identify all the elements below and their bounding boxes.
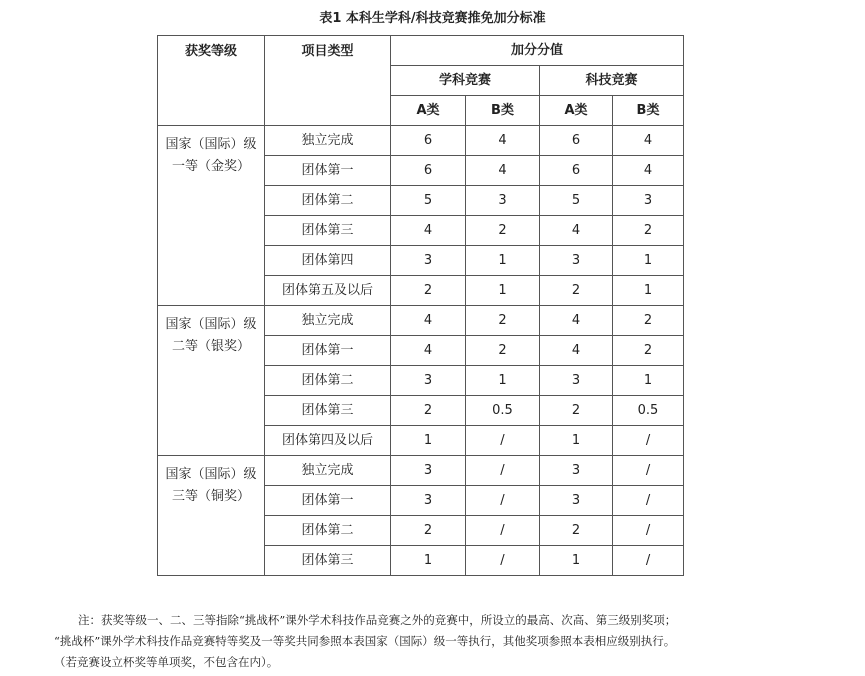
tech-b-cell: 0.5: [613, 396, 684, 426]
academic-a-cell: 4: [391, 216, 466, 246]
project-type-cell: 团体第五及以后: [265, 276, 391, 306]
academic-b-cell: 1: [466, 276, 540, 306]
project-type-cell: 独立完成: [265, 306, 391, 336]
tech-b-cell: /: [613, 456, 684, 486]
tech-a-cell: 3: [540, 486, 613, 516]
award-level-cell: [158, 126, 265, 306]
academic-b-cell: 1: [466, 366, 540, 396]
project-type-cell: 团体第一: [265, 336, 391, 366]
tech-a-cell: 2: [540, 516, 613, 546]
tech-b-cell: /: [613, 546, 684, 576]
header-score: 加分分值: [391, 36, 684, 66]
academic-b-cell: /: [466, 426, 540, 456]
note-line-2: “挑战杯”课外学术科技作品竞赛特等奖及一等奖共同参照本表国家（国际）级一等执行，其他奖项参照本表相应级别执行。: [54, 634, 676, 648]
tech-a-cell: 3: [540, 366, 613, 396]
tech-a-cell: 3: [540, 456, 613, 486]
academic-a-cell: 3: [391, 246, 466, 276]
tech-b-cell: 1: [613, 276, 684, 306]
table-title: 表1 本科生学科/科技竞赛推免加分标准: [319, 11, 546, 26]
award-level-line: 一等（金奖）: [171, 159, 250, 174]
tech-b-cell: 1: [613, 246, 684, 276]
project-type-cell: 团体第三: [265, 216, 391, 246]
tech-b-cell: 4: [613, 156, 684, 186]
table-row: [158, 456, 684, 486]
academic-a-cell: 4: [391, 306, 466, 336]
award-level-line: 二等（银奖）: [171, 339, 250, 354]
tech-b-cell: 2: [613, 306, 684, 336]
tech-a-cell: 6: [540, 126, 613, 156]
project-type-cell: 团体第四: [265, 246, 391, 276]
tech-b-cell: 2: [613, 216, 684, 246]
academic-a-cell: 3: [391, 456, 466, 486]
tech-b-cell: 3: [613, 186, 684, 216]
academic-a-cell: 5: [391, 186, 466, 216]
academic-a-cell: 6: [391, 156, 466, 186]
tech-b-cell: 2: [613, 336, 684, 366]
table-body: [158, 126, 684, 576]
tech-a-cell: 4: [540, 306, 613, 336]
header-tech-b: B类: [613, 96, 684, 126]
score-table: [157, 35, 684, 576]
project-type-cell: 团体第三: [265, 396, 391, 426]
academic-a-cell: 1: [391, 426, 466, 456]
table-row: [158, 306, 684, 336]
table-note: [54, 610, 814, 673]
academic-a-cell: 3: [391, 366, 466, 396]
project-type-cell: 团体第二: [265, 186, 391, 216]
academic-b-cell: 2: [466, 306, 540, 336]
academic-b-cell: /: [466, 516, 540, 546]
academic-b-cell: /: [466, 486, 540, 516]
header-tech-a: A类: [540, 96, 613, 126]
header-project-type: 项目类型: [265, 36, 391, 126]
award-level-line: 国家（国际）级: [165, 317, 257, 332]
note-line-1: 注：获奖等级一、二、三等指除“挑战杯”课外学术科技作品竞赛之外的竞赛中，所设立的最高、次高、第三级别奖项；: [78, 613, 677, 627]
award-level-line: 三等（铜奖）: [171, 489, 250, 504]
tech-a-cell: 5: [540, 186, 613, 216]
award-level-line: 国家（国际）级: [165, 467, 257, 482]
academic-b-cell: 2: [466, 336, 540, 366]
academic-a-cell: 3: [391, 486, 466, 516]
header-level: 获奖等级: [158, 36, 265, 126]
project-type-cell: 团体第四及以后: [265, 426, 391, 456]
project-type-cell: 团体第二: [265, 516, 391, 546]
tech-a-cell: 2: [540, 396, 613, 426]
award-level-line: 国家（国际）级: [165, 137, 257, 152]
tech-b-cell: /: [613, 426, 684, 456]
header-tech-competition: 科技竞赛: [540, 66, 684, 96]
academic-b-cell: 2: [466, 216, 540, 246]
header-academic-competition: 学科竞赛: [391, 66, 540, 96]
project-type-cell: 团体第二: [265, 366, 391, 396]
academic-a-cell: 2: [391, 396, 466, 426]
academic-b-cell: /: [466, 546, 540, 576]
tech-a-cell: 4: [540, 336, 613, 366]
academic-a-cell: 6: [391, 126, 466, 156]
tech-a-cell: 2: [540, 276, 613, 306]
award-level-cell: [158, 306, 265, 456]
academic-b-cell: 0.5: [466, 396, 540, 426]
academic-b-cell: 4: [466, 156, 540, 186]
tech-b-cell: /: [613, 516, 684, 546]
note-line-3: （若竞赛设立杯奖等单项奖，不包含在内）。: [54, 655, 279, 669]
project-type-cell: 团体第三: [265, 546, 391, 576]
tech-a-cell: 1: [540, 426, 613, 456]
academic-a-cell: 2: [391, 276, 466, 306]
tech-a-cell: 4: [540, 216, 613, 246]
academic-b-cell: 3: [466, 186, 540, 216]
project-type-cell: 独立完成: [265, 126, 391, 156]
academic-b-cell: 4: [466, 126, 540, 156]
tech-a-cell: 3: [540, 246, 613, 276]
table-row: [158, 126, 684, 156]
academic-a-cell: 2: [391, 516, 466, 546]
academic-b-cell: /: [466, 456, 540, 486]
project-type-cell: 团体第一: [265, 156, 391, 186]
tech-a-cell: 1: [540, 546, 613, 576]
header-academic-b: B类: [466, 96, 540, 126]
tech-b-cell: 4: [613, 126, 684, 156]
academic-b-cell: 1: [466, 246, 540, 276]
project-type-cell: 团体第一: [265, 486, 391, 516]
tech-b-cell: /: [613, 486, 684, 516]
academic-a-cell: 1: [391, 546, 466, 576]
award-level-cell: [158, 456, 265, 576]
tech-b-cell: 1: [613, 366, 684, 396]
academic-a-cell: 4: [391, 336, 466, 366]
header-academic-a: A类: [391, 96, 466, 126]
tech-a-cell: 6: [540, 156, 613, 186]
project-type-cell: 独立完成: [265, 456, 391, 486]
